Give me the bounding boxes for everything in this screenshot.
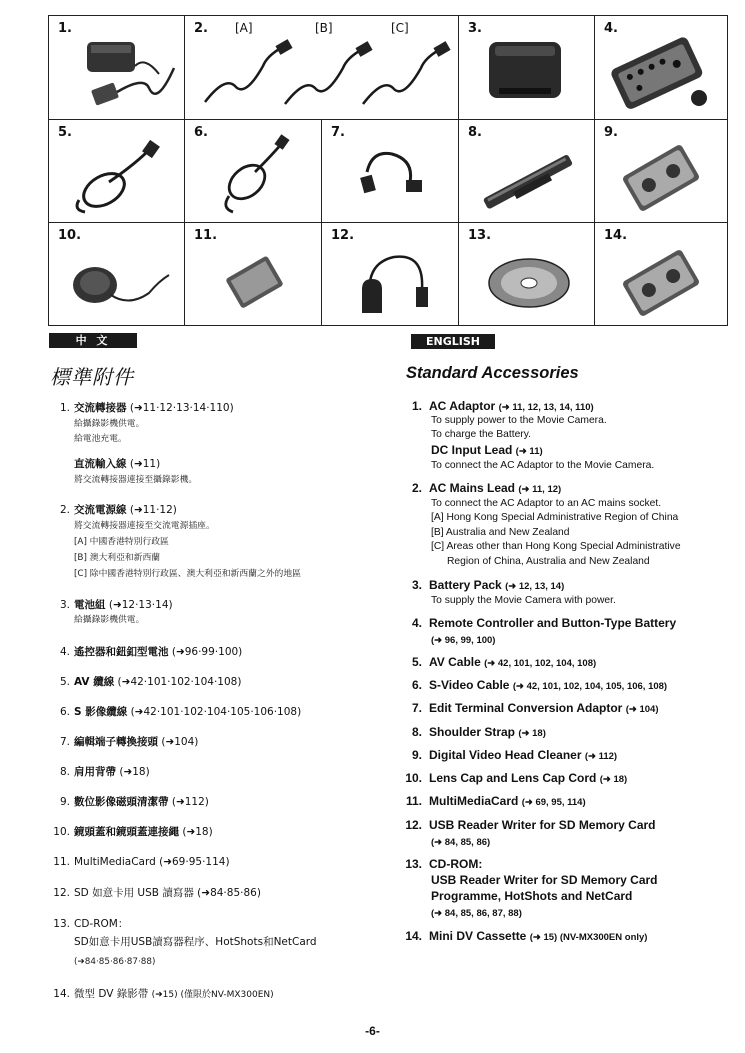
- cell-number: 11.: [194, 228, 218, 243]
- cell-number: 14.: [604, 228, 628, 243]
- s-video-cable-image: [185, 120, 322, 223]
- zh-item-13-desc-a: SD如意卡用USB讀寫器程序、HotShots和NetCard: [74, 936, 317, 948]
- zh-item-2-desc-d: [C] 除中國香港特別行政區、澳大利亞和新西蘭之外的地區: [74, 569, 301, 579]
- cd-rom-image: [459, 223, 595, 326]
- av-cable-image: [49, 120, 185, 223]
- en-item-7: 7. Edit Terminal Conversion Adaptor (➜ 104): [411, 701, 659, 715]
- zh-item-14: 14. 微型 DV 錄影帶 (➜15) (僅限於NV-MX300EN): [53, 988, 274, 1000]
- label-b: [B]: [315, 21, 333, 35]
- cell-number: 1.: [58, 21, 72, 36]
- en-item-5: 5. AV Cable (➜ 42, 101, 102, 104, 108): [411, 655, 597, 669]
- grid-cell-3: [458, 15, 595, 120]
- en-dc-input-desc: To connect the AC Adaptor to the Movie Camera.: [431, 460, 655, 471]
- en-item-13-desc-a: USB Reader Writer for SD Memory Card: [431, 873, 658, 887]
- english-language-header: ENGLISH: [411, 334, 495, 349]
- edit-terminal-adaptor-image: [322, 120, 459, 223]
- zh-dc-input-desc: 將交流轉接器連接至攝錄影機。: [74, 475, 198, 485]
- zh-item-4: 4. 遙控器和鈕釦型電池 (➜96·99·100): [59, 646, 243, 658]
- en-item-2: 2. AC Mains Lead (➜ 11, 12): [411, 481, 562, 495]
- en-item-12: 12. USB Reader Writer for SD Memory Card: [405, 818, 656, 832]
- grid-cell-10: [48, 222, 185, 326]
- usb-reader-writer-image: [322, 223, 459, 326]
- cell-number: 9.: [604, 125, 618, 140]
- zh-item-1-desc-a: 給攝錄影機供電。: [74, 419, 145, 429]
- ac-mains-lead-image: [185, 16, 459, 120]
- chinese-page-title: 標準附件: [50, 365, 134, 389]
- cell-number: 7.: [331, 125, 345, 140]
- en-item-1-desc-b: To charge the Battery.: [431, 429, 531, 440]
- en-item-1-desc-a: To supply power to the Movie Camera.: [431, 415, 607, 426]
- zh-item-12: 12. SD 如意卡用 USB 讀寫器 (➜84·85·86): [53, 887, 261, 899]
- grid-cell-11: [184, 222, 322, 326]
- grid-cell-4: [594, 15, 728, 120]
- en-item-8: 8. Shoulder Strap (➜ 18): [411, 725, 546, 739]
- cell-number: 13.: [468, 228, 492, 243]
- shoulder-strap-image: [459, 120, 595, 223]
- zh-item-8: 8. 肩用背帶 (➜18): [59, 766, 150, 778]
- en-item-6: 6. S-Video Cable (➜ 42, 101, 102, 104, 105, 106, 108): [411, 678, 668, 692]
- grid-cell-8: [458, 119, 595, 223]
- en-item-13: 13. CD-ROM:: [405, 857, 483, 871]
- en-item-12-ref: (➜ 84, 85, 86): [431, 837, 491, 848]
- accessory-image-grid: [48, 15, 728, 326]
- zh-item-13-desc-b: (➜84·85·86·87·88): [74, 957, 156, 967]
- grid-cell-6: [184, 119, 322, 223]
- zh-item-6: 6. S 影像纜線 (➜42·101·102·104·105·106·108): [59, 706, 302, 718]
- cell-number: 8.: [468, 125, 482, 140]
- zh-item-1: 1. 交流轉接器 (➜11·12·13·14·110): [59, 402, 234, 414]
- en-item-2-desc-b: [A] Hong Kong Special Administrative Region of China: [431, 512, 679, 523]
- zh-item-9: 9. 數位影像磁頭清潔帶 (➜112): [59, 796, 209, 808]
- english-page-title: Standard Accessories: [406, 364, 579, 382]
- zh-item-3: 3. 電池組 (➜12·13·14): [59, 599, 173, 611]
- grid-cell-2: [184, 15, 459, 120]
- cell-number: 4.: [604, 21, 618, 36]
- cell-number: 3.: [468, 21, 482, 36]
- en-item-13-ref: (➜ 84, 85, 86, 87, 88): [431, 908, 522, 919]
- en-item-14: 14. Mini DV Cassette (➜ 15) (NV-MX300EN only): [405, 929, 648, 943]
- zh-item-2-desc-a: 將交流轉接器連接至交流電源插座。: [74, 521, 215, 531]
- zh-item-2: 2. 交流電源線 (➜11·12): [59, 504, 177, 516]
- zh-item-13: 13. CD-ROM：: [53, 918, 129, 930]
- page-number: -6-: [365, 1024, 380, 1038]
- head-cleaner-image: [595, 120, 728, 223]
- en-item-9: 9. Digital Video Head Cleaner (➜ 112): [411, 748, 618, 762]
- en-item-2-desc-d: [C] Areas other than Hong Kong Special Administrative: [431, 541, 681, 552]
- mini-dv-cassette-image: [595, 223, 728, 326]
- en-item-1: 1. AC Adaptor (➜ 11, 12, 13, 14, 110): [411, 399, 594, 413]
- en-item-3: 3. Battery Pack (➜ 12, 13, 14): [411, 578, 565, 592]
- en-item-3-desc: To supply the Movie Camera with power.: [431, 595, 616, 606]
- zh-dc-input-lead: 直流輸入線 (➜11): [74, 458, 161, 470]
- zh-item-2-desc-b: [A] 中國香港特別行政區: [74, 537, 169, 547]
- cell-number: 6.: [194, 125, 208, 140]
- en-item-4: 4. Remote Controller and Button-Type Battery: [411, 616, 677, 630]
- en-dc-input-lead: DC Input Lead (➜ 11): [431, 443, 543, 457]
- grid-cell-12: [321, 222, 459, 326]
- en-item-11: 11. MultiMediaCard (➜ 69, 95, 114): [405, 794, 586, 808]
- zh-item-3-desc: 給攝錄影機供電。: [74, 615, 145, 625]
- grid-cell-7: [321, 119, 459, 223]
- en-item-4-ref: (➜ 96, 99, 100): [431, 635, 496, 646]
- en-item-10: 10. Lens Cap and Lens Cap Cord (➜ 18): [405, 771, 628, 785]
- battery-pack-image: [459, 16, 595, 120]
- ac-adaptor-image: [49, 16, 185, 120]
- zh-item-11: 11. MultiMediaCard (➜69·95·114): [53, 856, 230, 868]
- cell-number: 10.: [58, 228, 82, 243]
- zh-item-1-desc-b: 給電池充電。: [74, 434, 127, 444]
- grid-cell-13: [458, 222, 595, 326]
- cell-number: 12.: [331, 228, 355, 243]
- multimediacard-image: [185, 223, 322, 326]
- en-item-2-desc-e: Region of China, Australia and New Zealand: [447, 556, 650, 567]
- grid-cell-5: [48, 119, 185, 223]
- zh-item-2-desc-c: [B] 澳大利亞和新西蘭: [74, 553, 161, 563]
- zh-item-7: 7. 編輯端子轉換接頭 (➜104): [59, 736, 199, 748]
- label-c: [C]: [391, 21, 409, 35]
- grid-cell-14: [594, 222, 728, 326]
- lens-cap-image: [49, 223, 185, 326]
- label-a: [A]: [235, 21, 253, 35]
- chinese-language-header: 中 文: [49, 333, 137, 348]
- zh-item-10: 10. 鏡頭蓋和鏡頭蓋連接繩 (➜18): [53, 826, 213, 838]
- grid-cell-1: [48, 15, 185, 120]
- zh-item-5: 5. AV 纜線 (➜42·101·102·104·108): [59, 676, 242, 688]
- en-item-2-desc-c: [B] Australia and New Zealand: [431, 527, 570, 538]
- cell-number: 5.: [58, 125, 72, 140]
- en-item-2-desc-a: To connect the AC Adaptor to an AC mains socket.: [431, 498, 662, 509]
- grid-cell-9: [594, 119, 728, 223]
- en-item-13-desc-b: Programme, HotShots and NetCard: [431, 889, 633, 903]
- remote-controller-image: [595, 16, 728, 120]
- cell-number: 2.: [194, 21, 208, 36]
